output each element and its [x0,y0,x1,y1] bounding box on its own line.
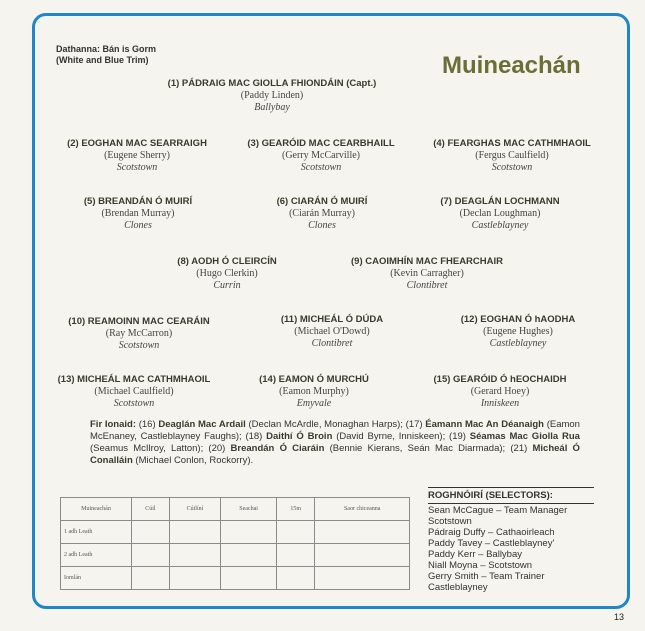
substitutes-paragraph [90,419,580,467]
sub-detail: (Michael Conlon, Rockorry). [132,455,254,466]
player-english-name: (Ray McCarron) [105,328,173,339]
player-irish-name: (12) EOGHAN Ó hAODHA [460,314,576,325]
player-club: Clontibret [406,280,448,291]
score-cell [169,567,220,590]
player-club: Scotstown [300,162,342,173]
score-row-label: Iomlán [61,567,132,590]
sub-number: (18) [245,431,267,442]
sub-irish-name: Breandán Ó Ciaráin [230,443,325,454]
player-club: Scotstown [491,162,533,173]
player-english-name: (Hugo Clerkin) [196,268,258,279]
player-irish-name: (11) MICHEÁL Ó DÚDA [280,314,384,325]
score-cell [132,521,170,544]
selector-line: Scotstown [428,516,472,527]
player-english-name: (Eugene Sherry) [104,150,170,161]
player-english-name: (Gerry McCarville) [281,150,361,161]
sub-irish-name: Éamann Mac An Déanaigh [425,419,544,430]
player-irish-name: (1) PÁDRAIG MAC GIOLLA FHIONDÁIN (Capt.) [167,78,377,89]
score-header-cell: Saor chiceanna [315,498,410,521]
player-3 [247,138,394,174]
sub-number: (16) [136,419,159,430]
player-irish-name: (4) FEARGHAS MAC CATHMHAOIL [433,138,591,149]
player-9 [351,256,503,292]
score-cell [315,567,410,590]
player-irish-name: (3) GEARÓID MAC CEARBHAILL [247,138,395,149]
player-6 [277,196,368,232]
selector-line: Sean McCague – Team Manager [428,505,568,516]
score-cell [221,544,277,567]
player-english-name: (Eamon Murphy) [279,386,349,397]
sub-number: (21) [510,443,533,454]
subs-lead: Fir Ionaid: [90,419,136,430]
player-club: Scotstown [113,398,155,409]
player-10 [68,316,209,352]
sub-detail: (David Byrne, Inniskeen); [332,431,450,442]
player-4 [433,138,591,174]
score-row-label: 2 adh Leath [61,544,132,567]
colours-english: (White and Blue Trim) [56,55,149,65]
sub-irish-name: Daithí Ó Broin [266,431,333,442]
sub-irish-name: Séamas Mac Giolla Rua [469,431,580,442]
player-8 [177,256,276,292]
selector-line: Pádraig Duffy – Cathaoirleach [428,527,555,538]
score-header-cell: Muineachán [61,498,132,521]
sub-detail: (Declan McArdle, Monaghan Harps); [245,419,406,430]
score-header-cell: Cúilíní [169,498,220,521]
score-cell [221,567,277,590]
player-english-name: (Gerard Hoey) [470,386,530,397]
team-colours [56,44,156,66]
score-header-cell: Cúil [132,498,170,521]
score-cell [132,567,170,590]
sub-irish-name: Deaglán Mac Ardail [158,419,246,430]
score-cell [315,521,410,544]
player-club: Clones [124,220,152,231]
player-2 [67,138,207,174]
player-english-name: (Kevin Carragher) [390,268,464,279]
player-irish-name: (2) EOGHAN MAC SEARRAIGH [67,138,207,149]
selector-line: Niall Moyna – Scotstown [428,560,533,571]
player-club: Scotstown [116,162,158,173]
player-club: Emyvale [296,398,332,409]
player-5 [84,196,192,232]
player-english-name: (Fergus Caulfield) [475,150,549,161]
player-11 [281,314,383,350]
player-club: Clontibret [311,338,353,349]
player-irish-name: (7) DEAGLÁN LOCHMANN [440,196,560,207]
score-cell [169,521,220,544]
sub-detail: (Eamon McEnaney, Castleblayney Faughs); [90,419,580,442]
score-cell [276,544,314,567]
score-header-cell: Seachai [221,498,277,521]
player-club: Inniskeen [480,398,520,409]
player-irish-name: (5) BREANDÁN Ó MUIRÍ [83,196,193,207]
player-club: Ballybay [254,102,290,113]
score-row [61,544,410,567]
selector-line: Gerry Smith – Team Trainer [428,571,545,582]
player-irish-name: (6) CIARÁN Ó MUIRÍ [276,196,368,207]
score-cell [132,544,170,567]
score-cell [315,544,410,567]
player-irish-name: (13) MICHEÁL MAC CATHMHAOIL [57,374,211,385]
sub-detail: (Bennie Kierans, Seán Mac Diarmada); [324,443,511,454]
selectors-panel [428,487,594,593]
player-club: Currin [213,280,241,291]
player-club: Clones [308,220,336,231]
player-club: Scotstown [118,340,160,351]
player-english-name: (Michael O'Dowd) [294,326,370,337]
player-english-name: (Brendan Murray) [101,208,175,219]
score-header-cell: 15m [276,498,314,521]
score-table [60,497,410,590]
player-irish-name: (9) CAOIMHÍN MAC FHEARCHAIR [351,256,503,267]
colours-irish: Dathanna: Bán is Gorm [56,44,157,54]
score-cell [221,521,277,544]
selector-line: Castleblayney [428,582,488,593]
selectors-title: ROGHNÓIRÍ (SELECTORS): [428,487,594,504]
page-number: 13 [614,612,625,622]
score-row [61,567,410,590]
selector-line: Paddy Tavey – Castleblayney' [428,538,555,549]
score-cell [276,521,314,544]
sub-number: (20) [208,443,231,454]
score-row [61,521,410,544]
score-cell [276,567,314,590]
player-english-name: (Declan Loughman) [459,208,541,219]
sub-detail: (Seamus McIlroy, Latton); [90,443,209,454]
sub-irish-name: Micheál Ó Conalláin [90,443,580,466]
player-english-name: (Ciarán Murray) [289,208,355,219]
player-1 [168,78,377,114]
player-english-name: (Paddy Linden) [240,90,304,101]
player-14 [259,374,369,410]
sub-number: (19) [449,431,470,442]
score-header-row [61,498,410,521]
player-english-name: (Eugene Hughes) [483,326,553,337]
player-club: Castleblayney [489,338,547,349]
player-english-name: (Michael Caulfield) [94,386,174,397]
score-row-label: 1 adh Leath [61,521,132,544]
player-club: Castleblayney [471,220,529,231]
player-irish-name: (14) EAMON Ó MURCHÚ [259,374,369,385]
player-7 [440,196,559,232]
player-12 [461,314,576,350]
player-15 [433,374,566,410]
sub-number: (17) [405,419,426,430]
player-13 [58,374,211,410]
selector-line: Paddy Kerr – Ballybay [428,549,522,560]
player-irish-name: (8) AODH Ó CLEIRCÍN [177,256,277,267]
score-cell [169,544,220,567]
player-irish-name: (10) REAMOINN MAC CEARÁIN [68,316,210,327]
county-title: Muineachán [442,52,581,79]
player-irish-name: (15) GEARÓID Ó hEOCHAIDH [433,374,567,385]
